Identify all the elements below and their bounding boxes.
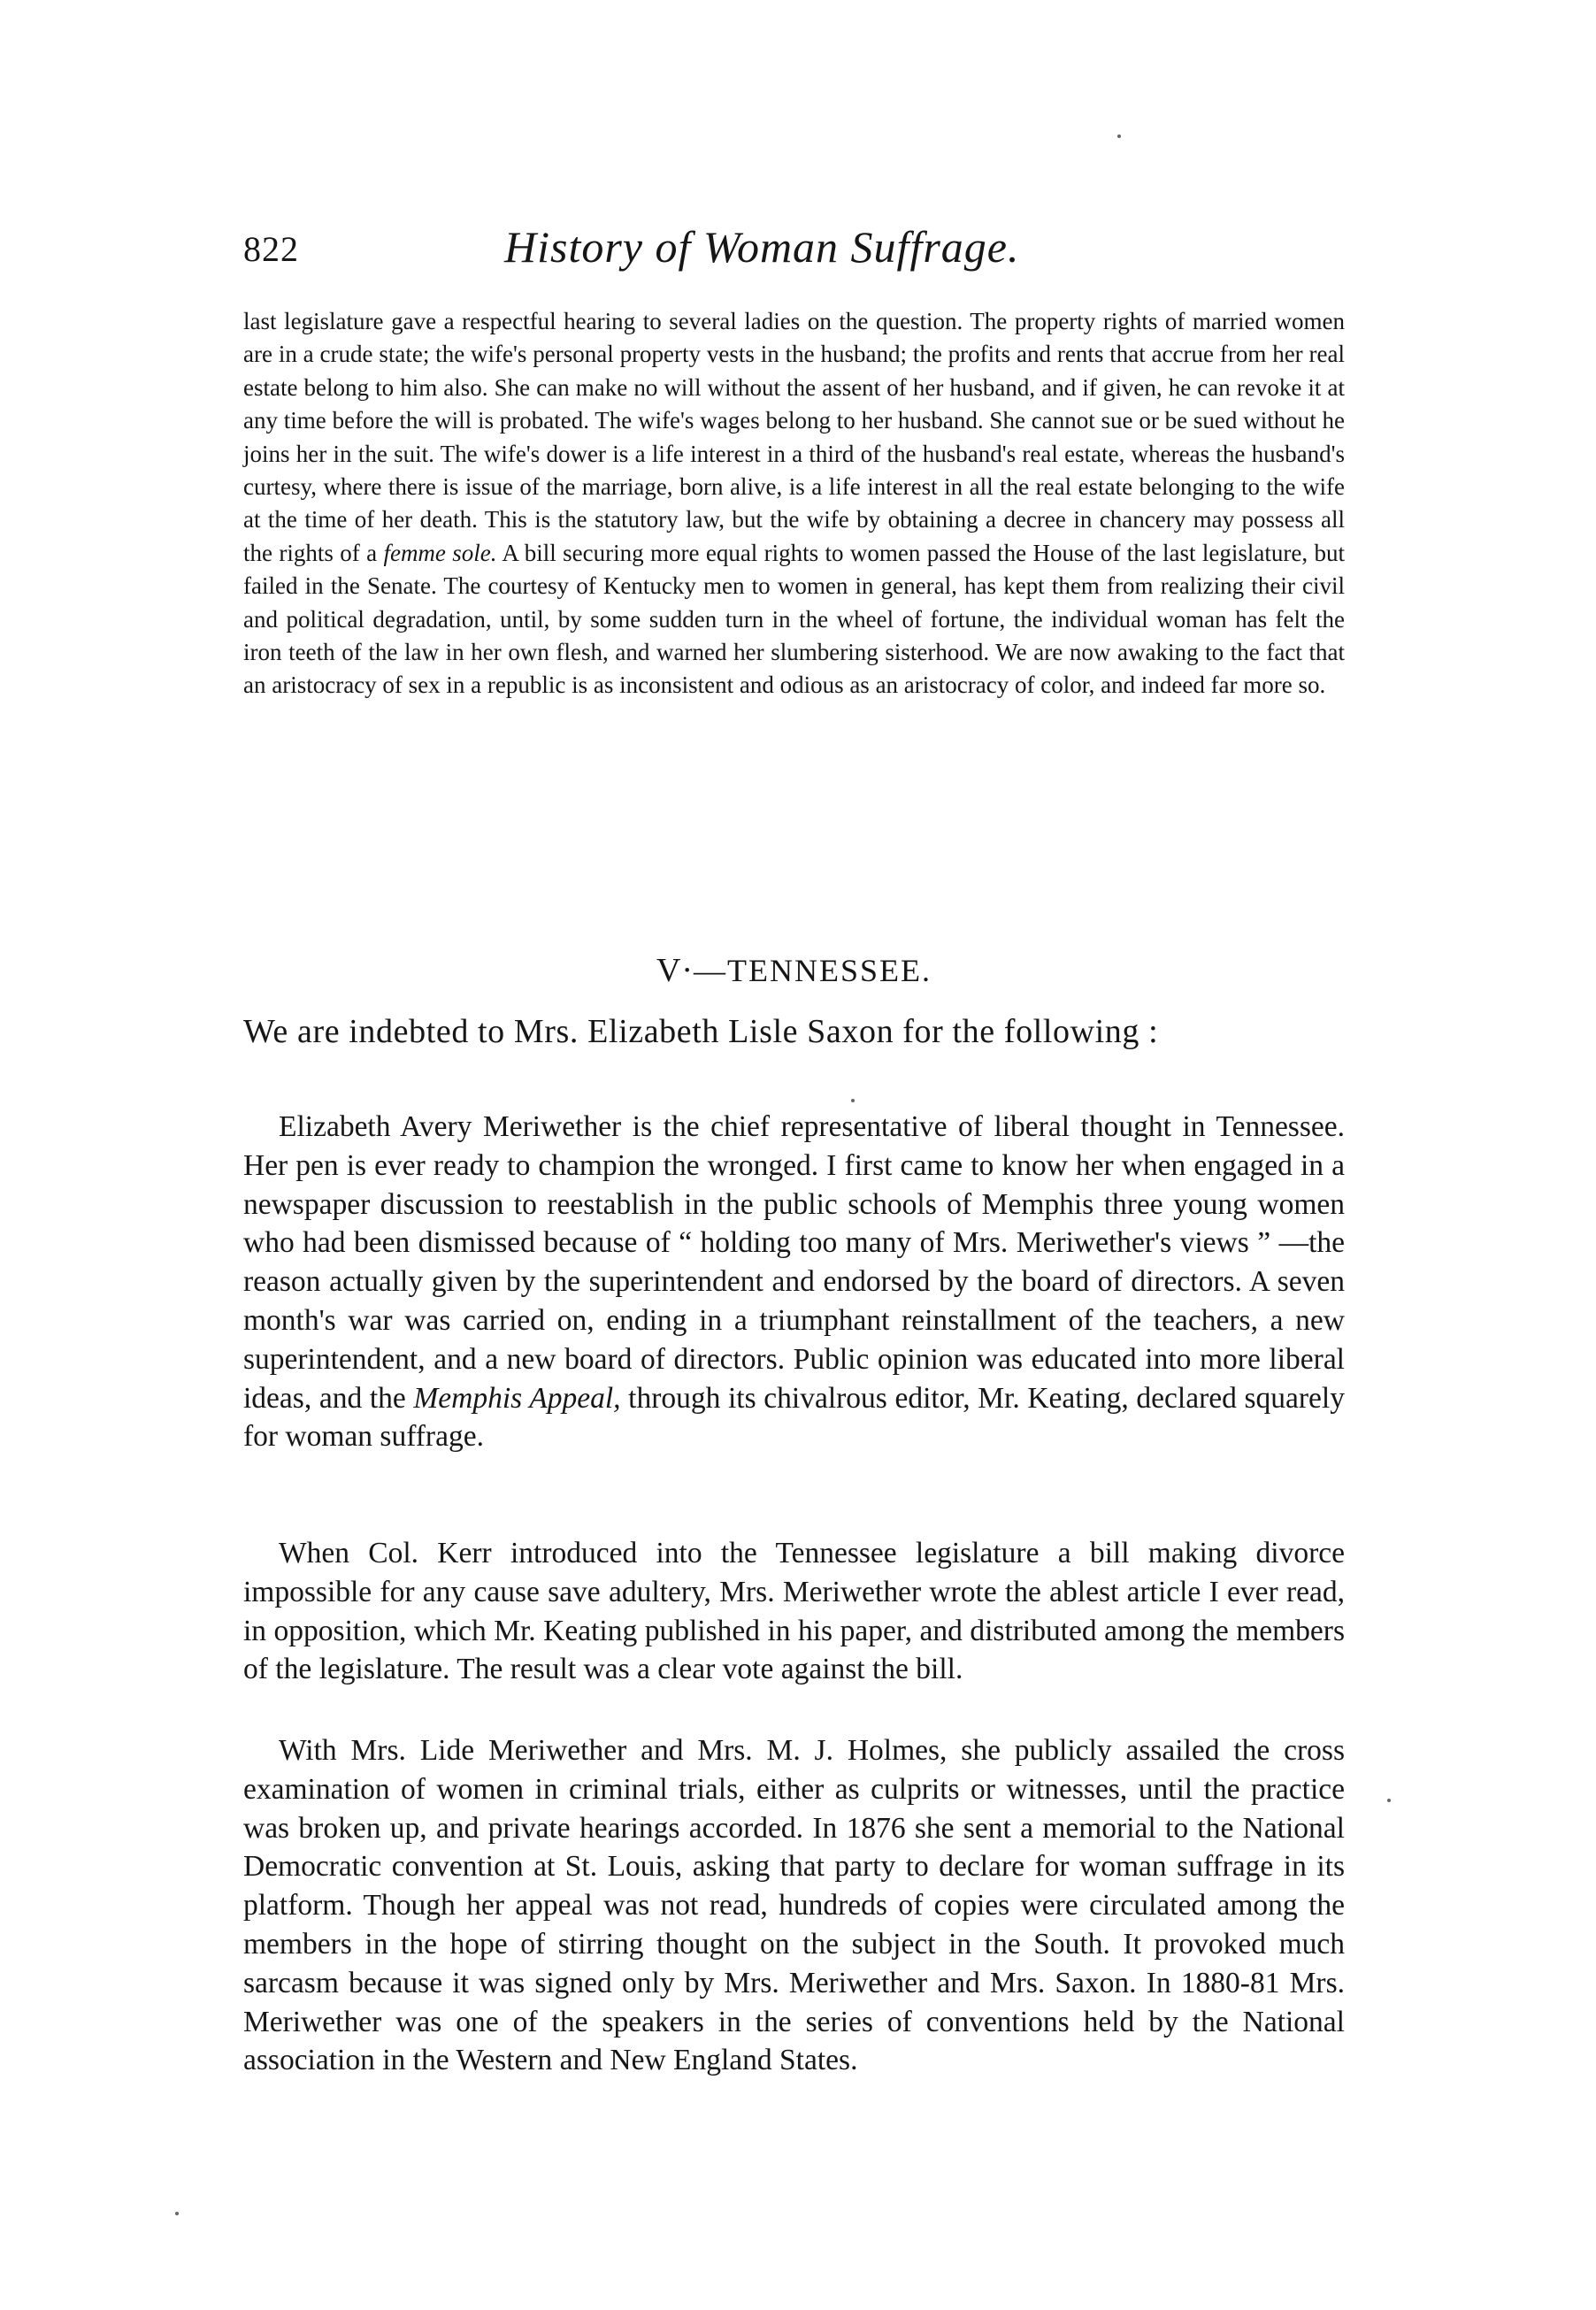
body-paragraph-3: With Mrs. Lide Meriwether and Mrs. M. J. Holmes, she publicly assailed the cross examination of women in criminal trials, either as culprits or witnesses, until the practice was broken up, and private hearings accorded. In 1876 she sent a memorial to the National Democratic convention at St. Louis, asking that party to declare for woman suffrage in its platform. Though her appeal was not read, hundreds of copies were circulated among the members in the hope of stirring thought on the subject in the South. It provoked much sarcasm because it was signed only by Mrs. Meriwether and Mrs. Saxon. In 1880-81 Mrs. Meriwether was one of the speakers in the series of conventions held by the National association in the Western and New England States. <box>243 1734 1345 2077</box>
body-paragraph-1-part1: Elizabeth Avery Meriwether is the chief representative of liberal thought in Tennessee. Her pen is ever ready to champion the wronged. I first came to know her when engaged in a newspaper discussion to reestablish in the public schools of Memphis three young women who had been dismissed because of “ holding too many of Mrs. Meriwether's views ” —the reason actually given by the superintendent and endorsed by the board of directors. A seven month's war was carried on, ending in a triumphant reinstallment of the teachers, a new superintendent, and a new board of directors. Public opinion was educated into more liberal ideas, and the <box>243 1110 1345 1415</box>
section-title: TENNESSEE. <box>727 953 932 988</box>
section-heading <box>243 951 1345 990</box>
intro-paragraph: We are indebted to Mrs. Elizabeth Lisle Saxon for the following : <box>243 1013 1159 1050</box>
continuation-text-part1: last legislature gave a respectful hearing to several ladies on the question. The property rights of married women are in a crude state; the wife's personal property vests in the husband; the profits and rents that accrue from her real estate belong to him also. She can make no will without the assent of her husband, and if given, he can revoke it at any time before the will is probated. The wife's wages belong to her husband. She cannot sue or be sued without he joins her in the suit. The wife's dower is a life interest in a third of the husband's real estate, whereas the husband's curtesy, where there is issue of the marriage, born alive, is a life interest in all the real estate belonging to the wife at the time of her death. This is the statutory law, but the wife by obtaining a decree in chancery may possess all the rights of a <box>243 308 1345 566</box>
running-title: History of Woman Suffrage. <box>504 222 1020 272</box>
stray-mark <box>1387 1799 1391 1802</box>
page-header <box>243 212 1345 283</box>
stray-mark <box>175 2212 179 2215</box>
body-paragraph-2: When Col. Kerr introduced into the Tennessee legislature a bill making divorce impossible for any cause save adultery, Mrs. Meriwether wrote the ablest article I ever read, in opposition, which Mr. Keating published in his paper, and distributed among the members of the legislature. The result was a clear vote against the bill. <box>243 1537 1345 1686</box>
section-numeral: V· <box>656 952 694 989</box>
body-paragraph-1 <box>243 1108 1345 1456</box>
newspaper-title: Memphis Appeal, <box>413 1381 621 1415</box>
page-number: 822 <box>243 229 299 269</box>
continuation-italic-term: femme sole. <box>383 539 497 566</box>
section-dash: — <box>694 953 728 988</box>
body-paragraph-1-part2: through its chivalrous editor, Mr. Keating, declared squarely for woman suffrage. <box>243 1381 1345 1454</box>
stray-mark <box>851 1099 855 1102</box>
continuation-text-part2: A bill securing more equal rights to women passed the House of the last legislature, but failed in the Senate. The courtesy of Kentucky men to women in general, has kept them from realizing their civil and political degradation, until, by some sudden turn in the wheel of fortune, the individual woman has felt the iron teeth of the law in her own flesh, and warned her slumbering sisterhood. We are now awaking to the fact that an aristocracy of sex in a republic is as inconsistent and odious as an aristocracy of color, and indeed far more so. <box>243 539 1345 699</box>
stray-mark <box>1117 134 1121 138</box>
continuation-paragraph <box>243 305 1345 702</box>
